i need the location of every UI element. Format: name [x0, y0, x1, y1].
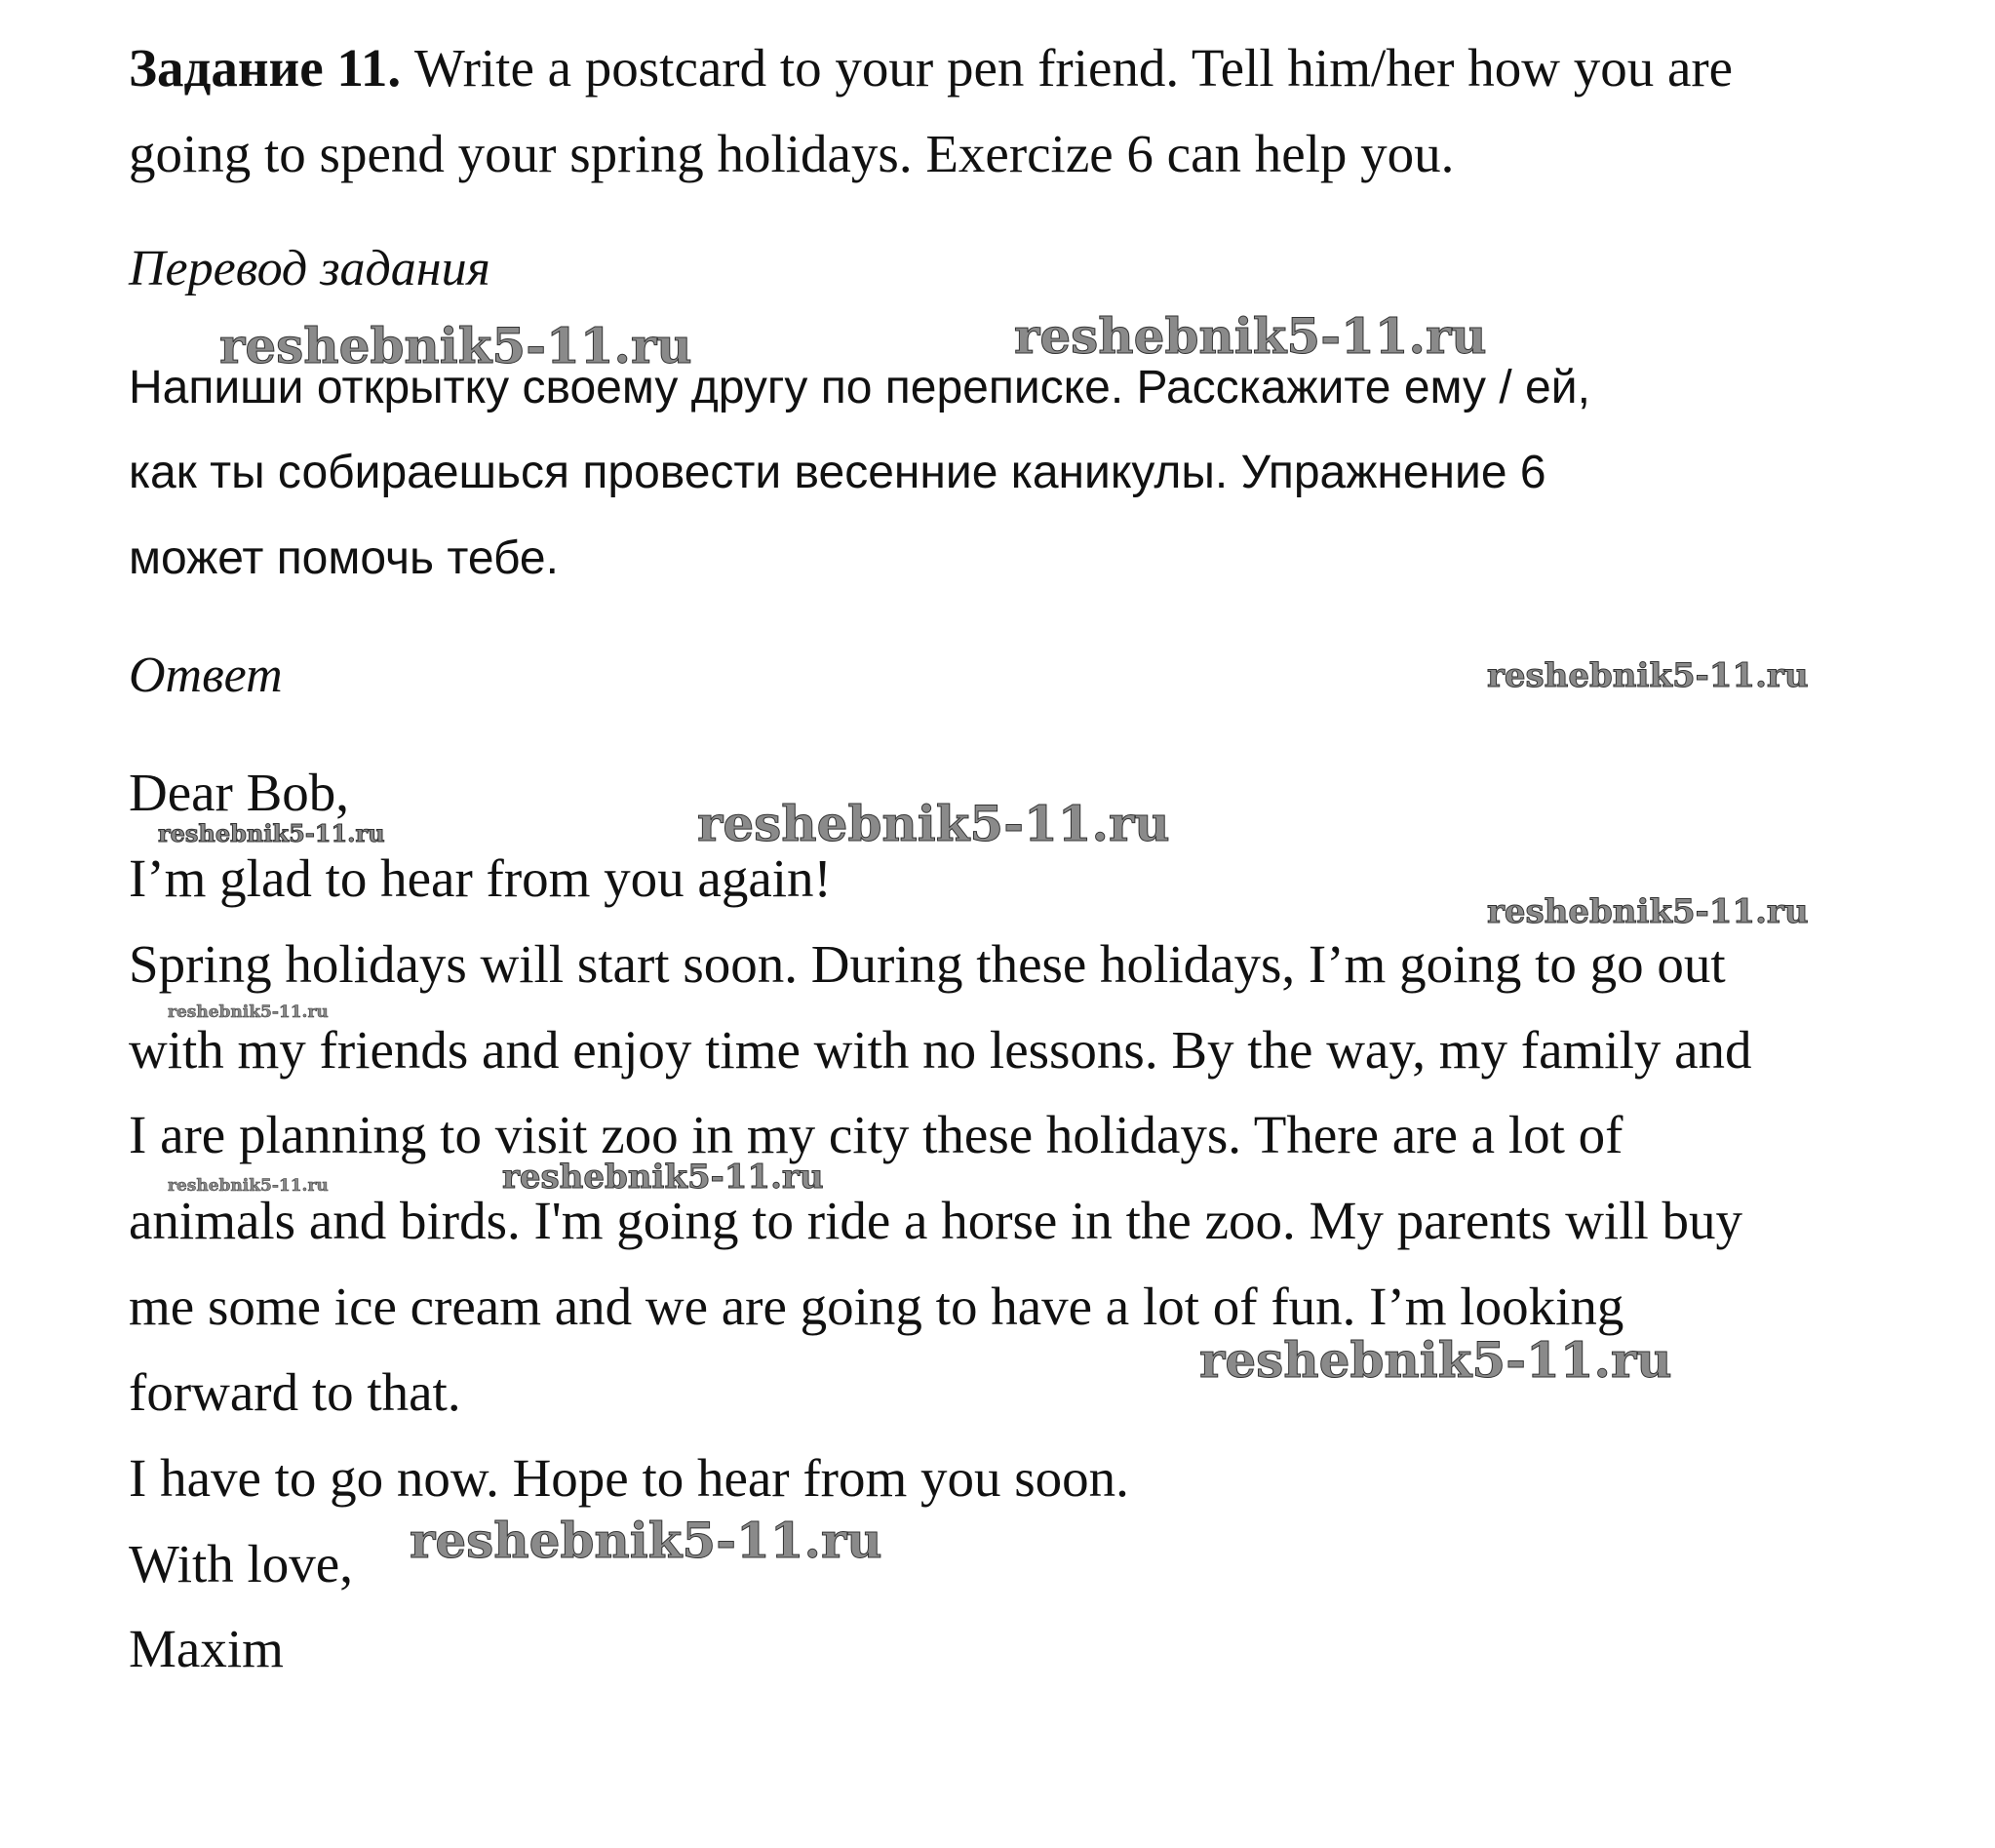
answer-line-9: I have to go now. Hope to hear from you soon.	[129, 1448, 1129, 1508]
answer-line-10: With love,	[129, 1534, 353, 1593]
watermark: reshebnik5-11.ru	[502, 1158, 824, 1197]
watermark: reshebnik5-11.ru	[168, 1003, 329, 1022]
answer-heading: Ответ	[129, 648, 283, 703]
answer-line-2: I’m glad to hear from you again!	[129, 848, 832, 908]
task-label: Задание 11.	[129, 38, 402, 98]
answer-line-6: animals and birds. I'm going to ride a horse in the zoo. My parents will buy	[129, 1191, 1743, 1250]
watermark: reshebnik5-11.ru	[1199, 1331, 1672, 1389]
translation-heading: Перевод задания	[129, 241, 490, 296]
translation-line-1: Напиши открытку своему другу по переписке. Расскажите ему / ей,	[129, 362, 1590, 413]
watermark: reshebnik5-11.ru	[168, 1176, 329, 1196]
translation-line-3: может помочь тебе.	[129, 532, 559, 584]
answer-line-4: with my friends and enjoy time with no lessons. By the way, my family and	[129, 1020, 1752, 1080]
watermark: reshebnik5-11.ru	[1014, 307, 1487, 365]
answer-line-11: Maxim	[129, 1619, 284, 1678]
answer-line-7: me some ice cream and we are going to have a lot of fun. I’m looking	[129, 1277, 1624, 1336]
watermark: reshebnik5-11.ru	[158, 819, 385, 847]
watermark: reshebnik5-11.ru	[1487, 892, 1809, 931]
translation-line-2: как ты собираешься провести весенние каникулы. Упражнение 6	[129, 447, 1546, 498]
answer-line-8: forward to that.	[129, 1362, 461, 1422]
task-line-2: going to spend your spring holidays. Exercize 6 can help you.	[129, 124, 1455, 183]
task-text-1: Write a postcard to your pen friend. Tell him/her how you are	[401, 38, 1734, 98]
answer-line-1: Dear Bob,	[129, 763, 350, 822]
answer-line-3: Spring holidays will start soon. During these holidays, I’m going to go out	[129, 934, 1726, 994]
watermark: reshebnik5-11.ru	[1487, 656, 1809, 695]
watermark: reshebnik5-11.ru	[697, 795, 1170, 852]
task-line-1	[129, 38, 1734, 98]
watermark: reshebnik5-11.ru	[410, 1512, 882, 1569]
answer-line-5: I are planning to visit zoo in my city these holidays. There are a lot of	[129, 1105, 1623, 1164]
watermark: reshebnik5-11.ru	[219, 317, 692, 374]
